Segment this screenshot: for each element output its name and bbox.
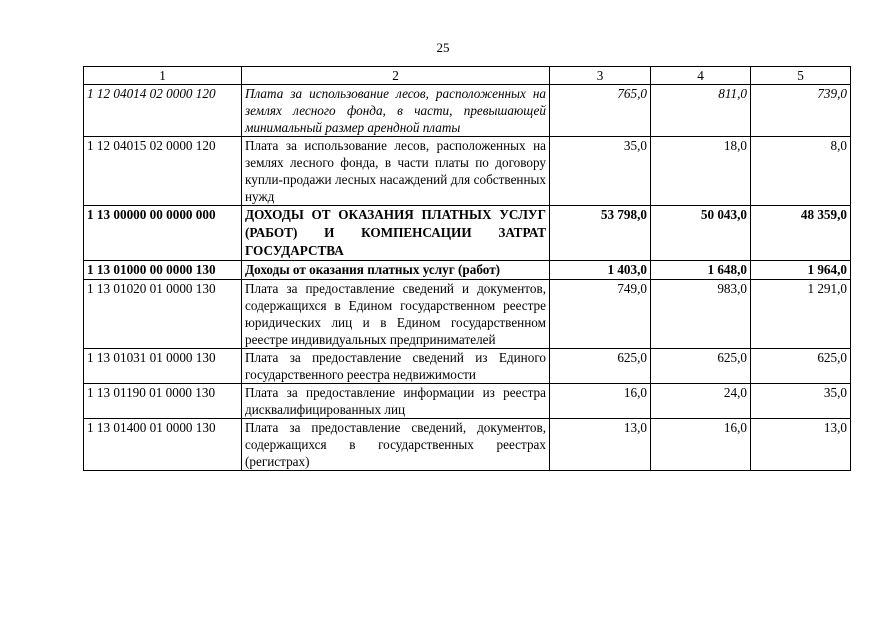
row-value-col5: 1 291,0 bbox=[751, 280, 851, 349]
row-value-col3: 749,0 bbox=[550, 280, 651, 349]
row-value-col3: 16,0 bbox=[550, 384, 651, 419]
row-value-col5: 8,0 bbox=[751, 137, 851, 206]
row-value-col4: 811,0 bbox=[651, 85, 751, 137]
table-row bbox=[84, 419, 851, 471]
table-row bbox=[84, 206, 851, 261]
row-value-col3: 35,0 bbox=[550, 137, 651, 206]
row-value-col5: 35,0 bbox=[751, 384, 851, 419]
row-value-col4: 983,0 bbox=[651, 280, 751, 349]
row-value-col5: 48 359,0 bbox=[751, 206, 851, 261]
budget-table bbox=[83, 66, 851, 471]
page-number: 25 bbox=[436, 40, 450, 55]
row-name: ДОХОДЫ ОТ ОКАЗАНИЯ ПЛАТНЫХ УСЛУГ (РАБОТ) И КОМПЕНСАЦИИ ЗАТРАТ ГОСУДАРСТВА bbox=[242, 206, 550, 261]
row-code: 1 13 01190 01 0000 130 bbox=[84, 384, 242, 419]
row-value-col4: 50 043,0 bbox=[651, 206, 751, 261]
row-code: 1 13 00000 00 0000 000 bbox=[84, 206, 242, 261]
table-row bbox=[84, 261, 851, 280]
row-code: 1 13 01020 01 0000 130 bbox=[84, 280, 242, 349]
row-value-col4: 18,0 bbox=[651, 137, 751, 206]
row-code: 1 13 01400 01 0000 130 bbox=[84, 419, 242, 471]
table-row bbox=[84, 349, 851, 384]
table-row bbox=[84, 137, 851, 206]
row-value-col4: 24,0 bbox=[651, 384, 751, 419]
row-code: 1 12 04014 02 0000 120 bbox=[84, 85, 242, 137]
row-code: 1 13 01000 00 0000 130 bbox=[84, 261, 242, 280]
row-value-col4: 625,0 bbox=[651, 349, 751, 384]
row-code: 1 13 01031 01 0000 130 bbox=[84, 349, 242, 384]
row-code: 1 12 04015 02 0000 120 bbox=[84, 137, 242, 206]
row-value-col5: 1 964,0 bbox=[751, 261, 851, 280]
row-name: Плата за использование лесов, расположенных на землях лесного фонда, в части, превышающей минимальный размер арендной платы bbox=[242, 85, 550, 137]
row-value-col3: 13,0 bbox=[550, 419, 651, 471]
column-header-1: 1 bbox=[84, 67, 242, 85]
row-name: Доходы от оказания платных услуг (работ) bbox=[242, 261, 550, 280]
row-name: Плата за предоставление сведений из Единого государственного реестра недвижимости bbox=[242, 349, 550, 384]
row-name: Плата за предоставление сведений, документов, содержащихся в государственных реестрах (регистрах) bbox=[242, 419, 550, 471]
row-value-col3: 53 798,0 bbox=[550, 206, 651, 261]
column-header-3: 3 bbox=[550, 67, 651, 85]
table-row bbox=[84, 384, 851, 419]
row-value-col4: 1 648,0 bbox=[651, 261, 751, 280]
column-header-5: 5 bbox=[751, 67, 851, 85]
row-name: Плата за использование лесов, расположенных на землях лесного фонда, в части платы по договору купли-продажи лесных насаждений для собственных нужд bbox=[242, 137, 550, 206]
row-value-col4: 16,0 bbox=[651, 419, 751, 471]
table-row bbox=[84, 85, 851, 137]
row-value-col5: 739,0 bbox=[751, 85, 851, 137]
row-value-col5: 625,0 bbox=[751, 349, 851, 384]
row-value-col3: 625,0 bbox=[550, 349, 651, 384]
table-row bbox=[84, 280, 851, 349]
column-header-4: 4 bbox=[651, 67, 751, 85]
row-value-col5: 13,0 bbox=[751, 419, 851, 471]
row-value-col3: 1 403,0 bbox=[550, 261, 651, 280]
row-name: Плата за предоставление сведений и документов, содержащихся в Едином государственном реестре юридических лиц и в Едином государственном реестре индивидуальных предпринимателей bbox=[242, 280, 550, 349]
row-value-col3: 765,0 bbox=[550, 85, 651, 137]
table-header-row bbox=[84, 67, 851, 85]
row-name: Плата за предоставление информации из реестра дисквалифицированных лиц bbox=[242, 384, 550, 419]
column-header-2: 2 bbox=[242, 67, 550, 85]
